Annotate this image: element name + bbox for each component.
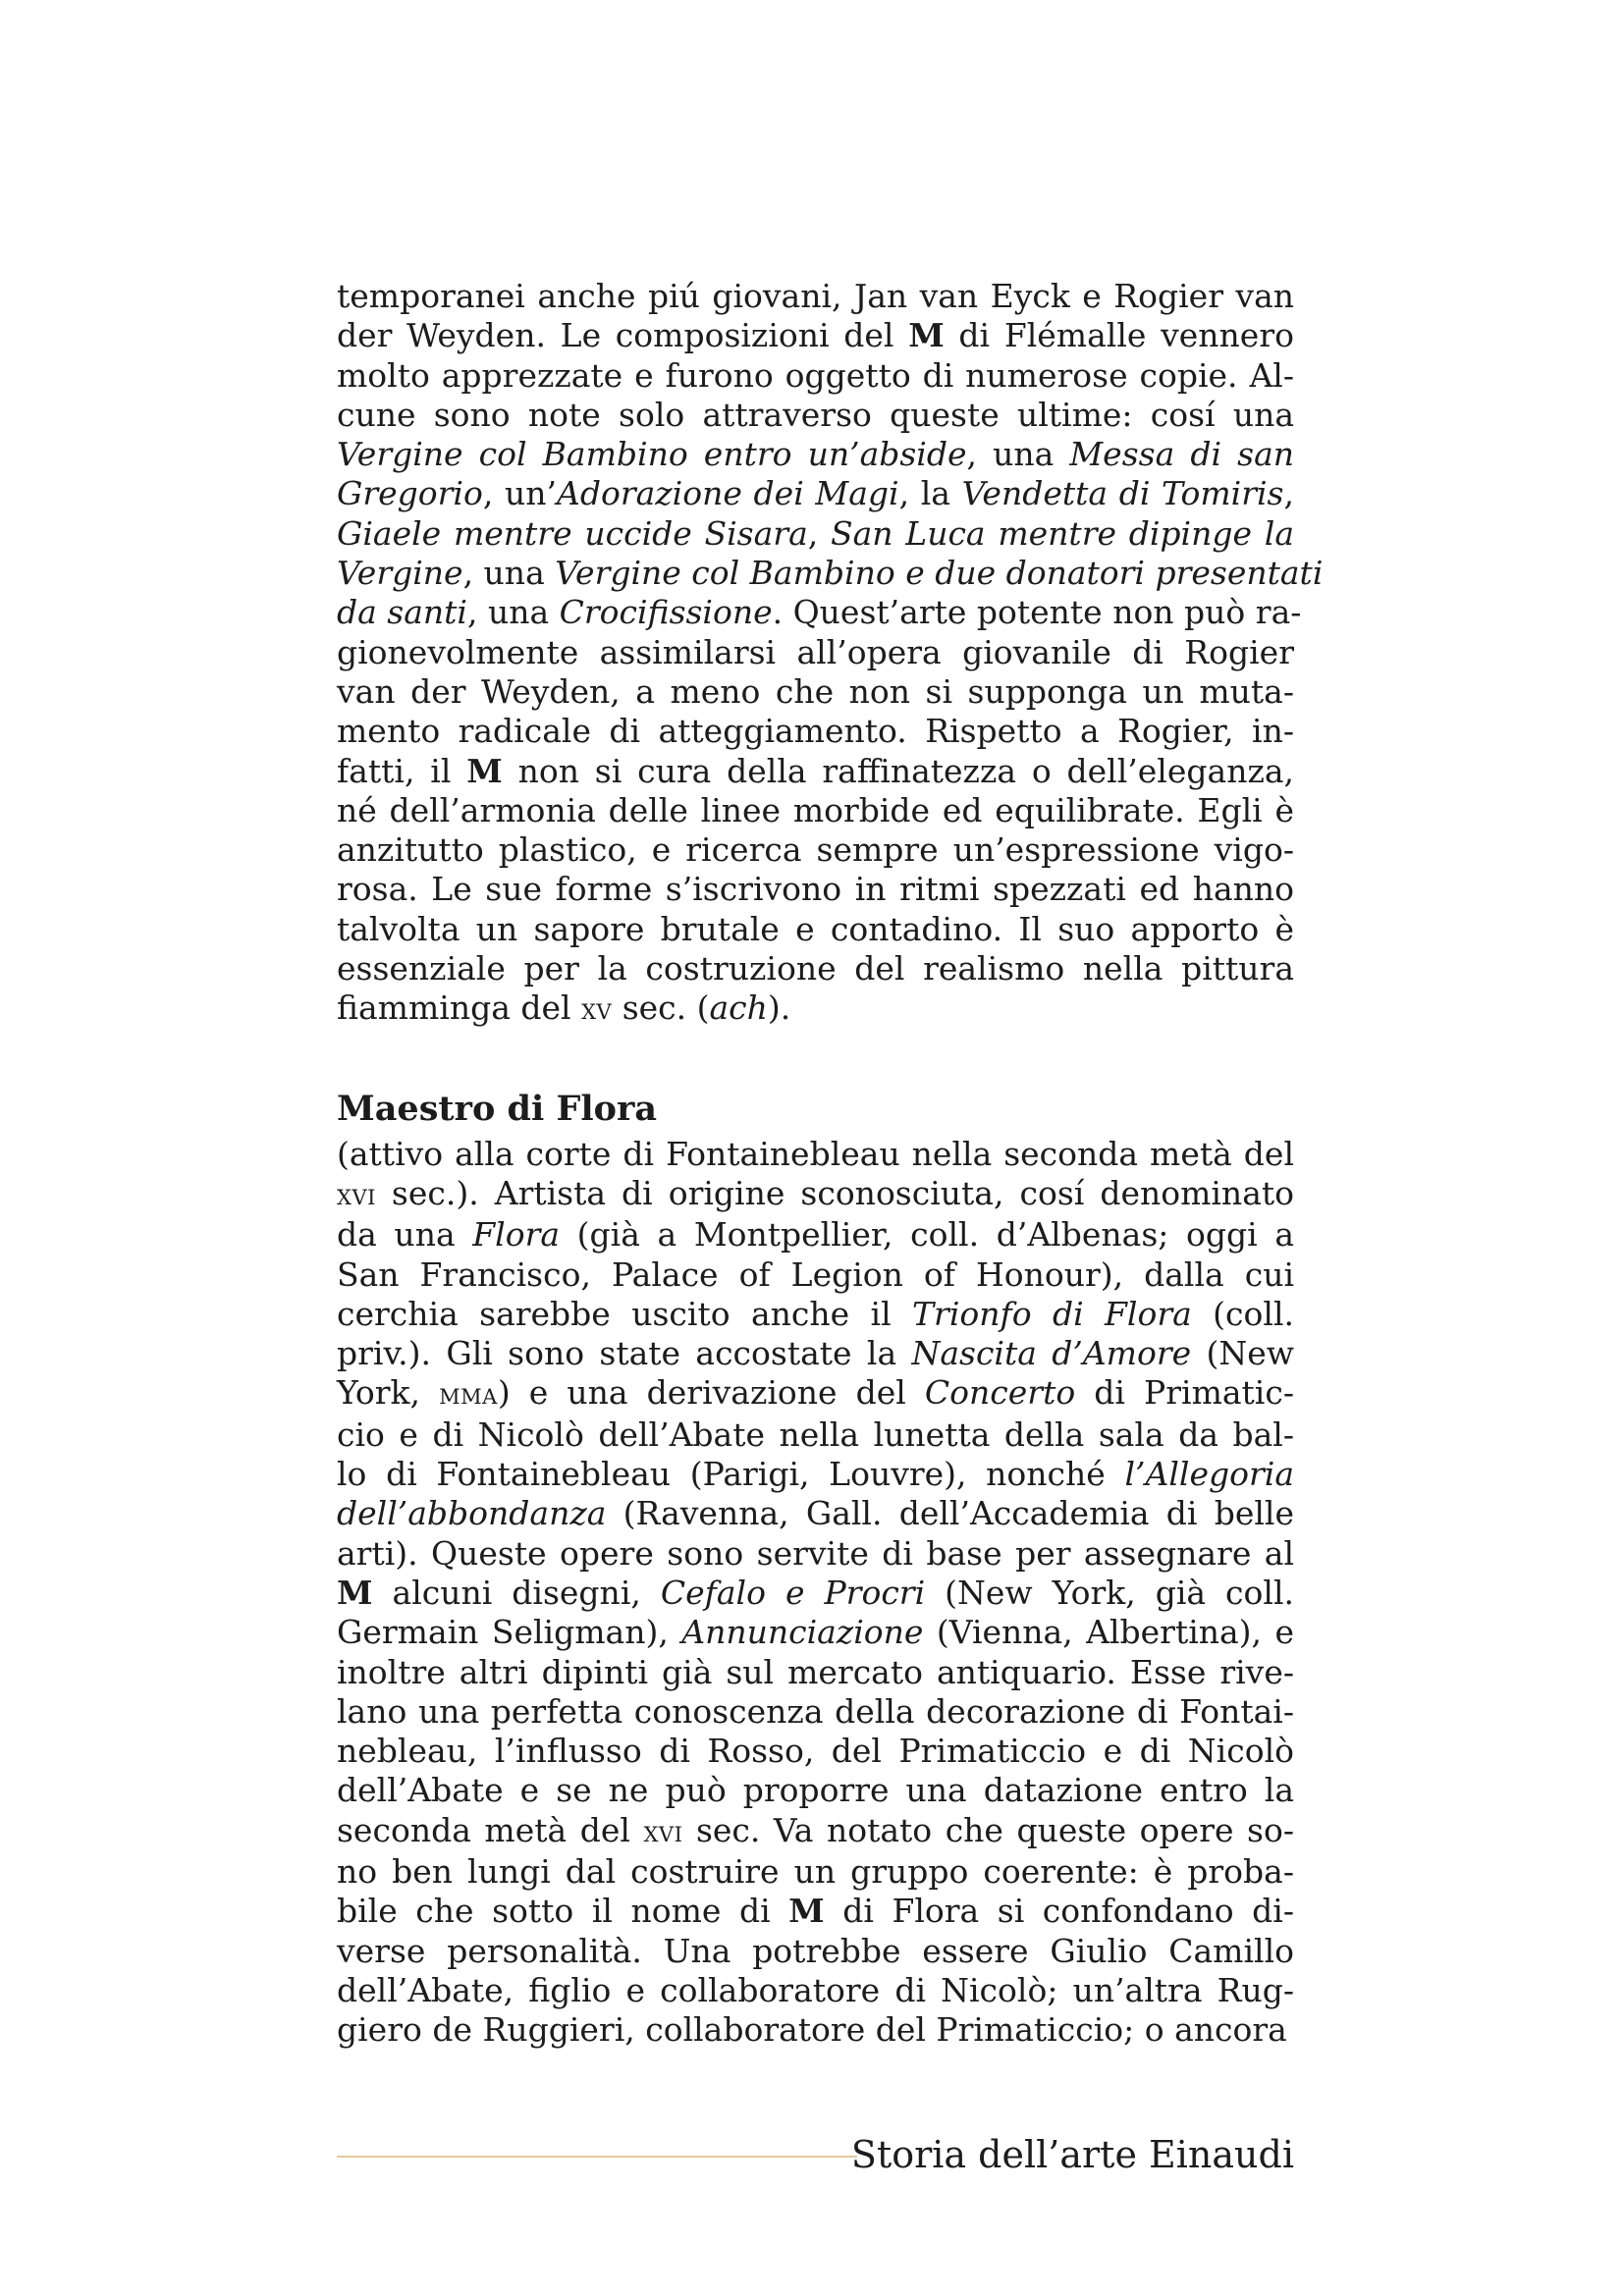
italic-title: Messa di san <box>1069 435 1294 474</box>
text-line: rosa. Le sue forme s’iscrivono in ritmi spezzati ed hanno <box>337 870 1294 909</box>
bold-abbrev: M <box>337 1573 373 1612</box>
italic-title: Vendetta di Tomiris <box>961 474 1284 513</box>
text-line: essenziale per la costruzione del realismo nella pittura <box>337 949 1294 988</box>
text-line: dell’Abate e se ne può proporre una datazione entro la <box>337 1771 1294 1810</box>
italic-title: Nascita d’Amore <box>911 1334 1192 1373</box>
text-line: der Weyden. Le composizioni del M di Flémalle vennero <box>337 316 1294 355</box>
text-line: van der Weyden, a meno che non si supponga un muta- <box>337 671 1294 711</box>
italic-title: San Luca mentre dipinge la <box>831 513 1294 553</box>
small-caps: mma <box>439 1377 498 1413</box>
entry-body-maestro-di-flora <box>337 1135 1294 2051</box>
text-line: lano una perfetta conoscenza della decorazione di Fontai- <box>337 1691 1294 1731</box>
footer-publication-title: Storia dell’arte Einaudi <box>850 2133 1294 2176</box>
italic-title: Vergine <box>337 554 463 593</box>
italic-title: ach <box>709 988 768 1028</box>
text-line: priv.). Gli sono state accostate la Nascita d’Amore (New <box>337 1334 1295 1373</box>
text-line: talvolta un sapore brutale e contadino. Il suo apporto è <box>337 909 1294 948</box>
text-line: lo di Fontainebleau (Parigi, Louvre), nonché l’Allegoria <box>337 1455 1294 1494</box>
text-line: York, mma) e una derivazione del Concerto di Primatic- <box>337 1373 1294 1413</box>
text-line: da santi, una Crocifissione. Quest’arte potente non può ra- <box>337 593 1302 632</box>
text-line: fiamminga del xv sec. (ach). <box>337 988 791 1028</box>
italic-title: Crocifissione <box>559 593 773 632</box>
text-line: Giaele mentre uccide Sisara, San Luca mentre dipinge la <box>337 513 1294 553</box>
italic-title: Flora <box>472 1215 561 1255</box>
text-line: temporanei anche piú giovani, Jan van Eyck e Rogier van <box>337 277 1294 315</box>
italic-title: Annunciazione <box>681 1613 924 1652</box>
entry-heading-maestro-di-flora: Maestro di Flora <box>337 1088 658 1129</box>
text-line: da una Flora (già a Montpellier, coll. d’Albenas; oggi a <box>337 1215 1294 1255</box>
text-line: bile che sotto il nome di M di Flora si confondano di- <box>337 1892 1295 1931</box>
small-caps: xvi <box>643 1814 683 1849</box>
bold-abbrev: M <box>466 751 503 790</box>
text-line: (attivo alla corte di Fontainebleau nella seconda metà del <box>337 1134 1294 1173</box>
text-line: nebleau, l’influsso di Rosso, del Primaticcio e di Nicolò <box>337 1732 1294 1771</box>
italic-title: da santi <box>337 593 467 632</box>
text-line: cune sono note solo attraverso queste ultime: cosí una <box>337 395 1294 434</box>
italic-title: Vergine col Bambino e due donatori presentati <box>555 554 1324 593</box>
text-line: dell’abbondanza (Ravenna, Gall. dell’Accademia di belle <box>337 1494 1294 1533</box>
italic-title: Cefalo e Procri <box>660 1573 926 1612</box>
text-line: xvi sec.). Artista di origine sconosciuta, cosí denominato <box>337 1173 1294 1212</box>
bold-abbrev: M <box>908 316 945 355</box>
page-column <box>337 277 1324 2050</box>
small-caps: xvi <box>337 1177 376 1212</box>
text-line: Vergine col Bambino entro un’abside, una Messa di san <box>337 435 1294 474</box>
text-line: Germain Seligman), Annunciazione (Vienna, Albertina), e <box>337 1613 1295 1652</box>
text-line: seconda metà del xvi sec. Va notato che queste opere so- <box>337 1810 1295 1849</box>
text-line: giero de Ruggieri, collaboratore del Primaticcio; o ancora <box>337 2010 1287 2050</box>
text-line: no ben lungi dal costruire un gruppo coerente: è proba- <box>337 1851 1294 1891</box>
text-line: fatti, il M non si cura della raffinatezza o dell’eleganza, <box>337 751 1294 790</box>
italic-title: dell’abbondanza <box>337 1494 607 1533</box>
text-line: Gregorio, un’Adorazione dei Magi, la Vendetta di Tomiris, <box>337 474 1294 513</box>
text-line: verse personalità. Una potrebbe essere Giulio Camillo <box>337 1931 1294 1970</box>
text-line: molto apprezzate e furono oggetto di numerose copie. Al- <box>337 355 1294 395</box>
text-line: arti). Queste opere sono servite di base per assegnare al <box>337 1533 1294 1573</box>
italic-title: l’Allegoria <box>1124 1455 1294 1494</box>
italic-title: Gregorio <box>337 474 483 513</box>
text-line: cio e di Nicolò dell’Abate nella lunetta della sala da bal- <box>337 1415 1294 1454</box>
italic-title: Vergine col Bambino entro un’abside <box>337 435 967 474</box>
italic-title: Giaele mentre uccide Sisara <box>337 513 808 553</box>
footer-rule <box>337 2156 857 2158</box>
small-caps: xv <box>581 992 613 1028</box>
text-line: M alcuni disegni, Cefalo e Procri (New York, già coll. <box>337 1573 1294 1612</box>
bold-abbrev: M <box>788 1892 825 1931</box>
text-line: dell’Abate, figlio e collaboratore di Nicolò; un’altra Rug- <box>337 1970 1294 2009</box>
text-line: Vergine, una Vergine col Bambino e due donatori presentati <box>337 554 1324 593</box>
text-line: cerchia sarebbe uscito anche il Trionfo di Flora (coll. <box>337 1294 1295 1333</box>
page-footer <box>337 2128 1294 2187</box>
text-line: né dell’armonia delle linee morbide ed equilibrate. Egli è <box>337 790 1294 829</box>
text-line: inoltre altri dipinti già sul mercato antiquario. Esse rive- <box>337 1652 1294 1691</box>
entry-body-maestro-di-flemalle <box>337 277 1324 1031</box>
text-line: gionevolmente assimilarsi all’opera giovanile di Rogier <box>337 632 1294 671</box>
text-line: San Francisco, Palace of Legion of Honour), dalla cui <box>337 1255 1294 1294</box>
italic-title: Concerto <box>924 1373 1076 1413</box>
italic-title: Adorazione dei Magi <box>557 474 899 513</box>
text-line: mento radicale di atteggiamento. Rispetto a Rogier, in- <box>337 712 1294 751</box>
italic-title: Trionfo di Flora <box>912 1294 1192 1333</box>
text-line: anzitutto plastico, e ricerca sempre un’espressione vigo- <box>337 830 1294 870</box>
